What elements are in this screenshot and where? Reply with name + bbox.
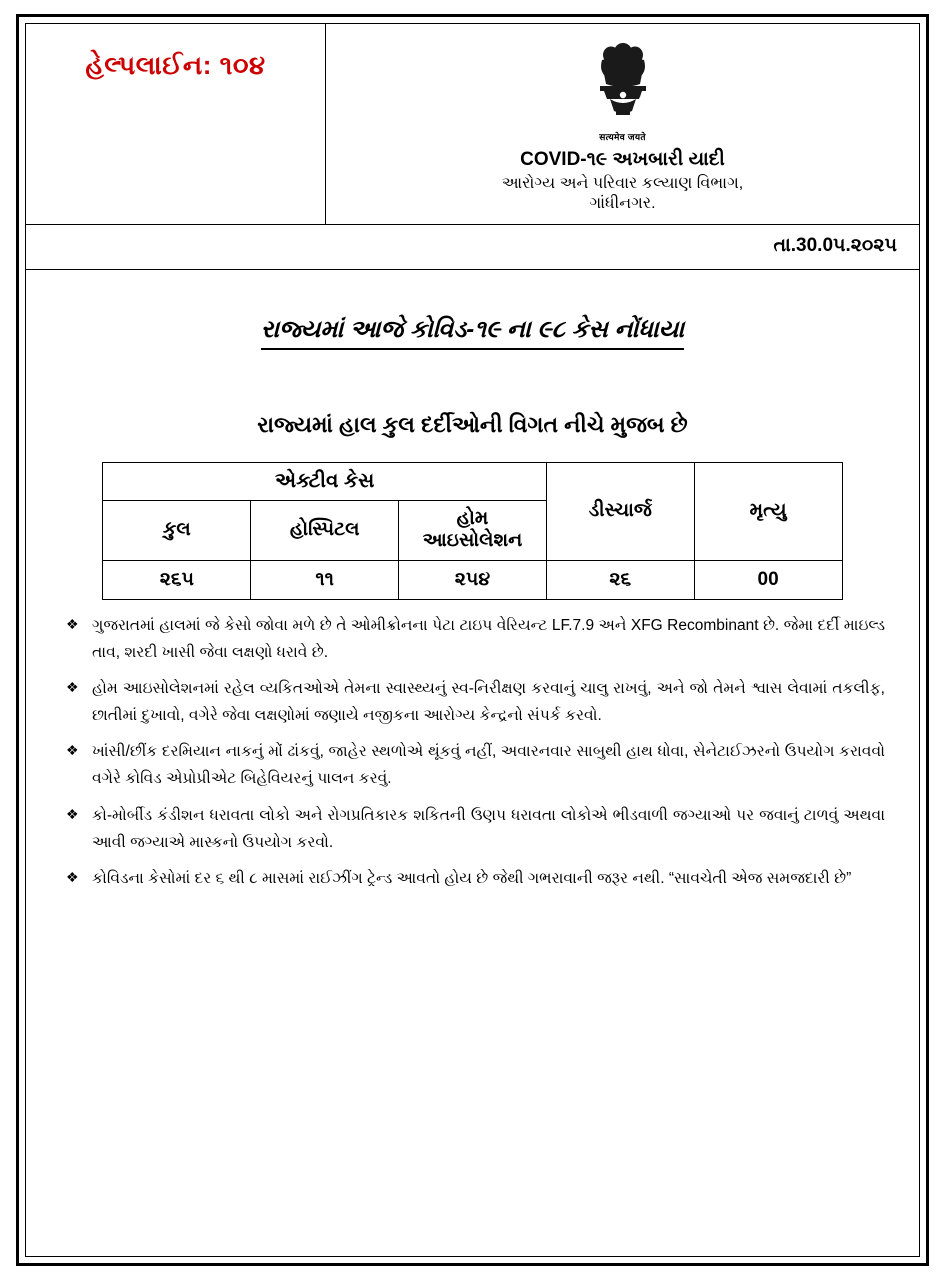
bullet-icon: ❖ xyxy=(66,615,79,632)
inner-border xyxy=(25,23,920,1257)
home-isolation-line-1: હોમ xyxy=(456,508,489,529)
column-header-total: કુલ xyxy=(103,501,251,561)
helpline-text: હેલ્પલાઈન: ૧૦૪ xyxy=(85,50,266,80)
value-home-isolation: ૨૫૪ xyxy=(399,560,547,599)
document-title: COVID-૧૯ અખબારી યાદી xyxy=(520,149,725,170)
note-text: ગુજરાતમાં હાલમાં જે કેસો જોવા મળે છે તે ઓમીક્રોનના પેટા ટાઇપ વેરિયન્ટ LF.7.9 અને XFG Recombinant છે. જેમા દર્દી માઇલ્ડ તાવ, શરદી ખાસી જેવા લક્ષણો ધરાવે છે. xyxy=(92,616,885,661)
active-cases-group-header: એક્ટીવ કેસ xyxy=(103,463,546,501)
department-line-1: આરોગ્ય અને પરિવાર કલ્યાણ વિભાગ, xyxy=(501,175,744,192)
value-discharge: ૨૬ xyxy=(546,560,694,599)
helpline-box xyxy=(26,24,326,224)
emblem-motto: सत्यमेव जयते xyxy=(599,132,646,142)
notes-list xyxy=(52,612,893,892)
note-text: હોમ આઇસોલેશનમાં રહેલ વ્યકિતઓએ તેમના સ્વાસ્થ્યનું સ્વ-નિરીક્ષણ કરવાનું ચાલુ રાખવું, અને જો તેમને શ્વાસ લેવામાં તકલીફ, છાતીમાં દુખાવો, વગેરે જેવા લક્ષણોમાં જણાયે નજીકના આરોગ્ય કેન્દ્રનો સંપર્ક કરવો. xyxy=(92,680,885,725)
value-total: ૨૬૫ xyxy=(103,560,251,599)
note-text: કો-મોર્બીડ કંડીશન ધરાવતા લોકો અને રોગપ્રતિકારક શકિતની ઉણપ ધરાવતા લોકોએ ભીડવાળી જગ્યાઓ પર જવાનું ટાળવું અથવા આવી જગ્યાએ માસ્કનો ઉપયોગ કરવો. xyxy=(92,806,885,851)
bullet-icon: ❖ xyxy=(66,742,79,759)
home-isolation-line-2: આઇસોલેશન xyxy=(422,530,523,552)
column-header-home-isolation xyxy=(399,501,547,561)
note-text: કોવિડના કેસોમાં દર ૬ થી ૮ માસમાં રાઈઝીંગ ટ્રેન્ડ આવતો હોય છે જેથી ગભરાવાની જરૂર નથી. “સાવચેતી એજ સમજદારી છે” xyxy=(92,869,852,887)
headline-wrapper xyxy=(52,270,893,350)
list-item xyxy=(66,675,885,729)
date-text: તા.30.0૫.૨૦૨૫ xyxy=(773,235,897,256)
table-value-row xyxy=(103,560,842,599)
headline: રાજ્યમાં આજે કોવિડ-૧૯ ના ૯૮ કેસ નોંધાયા xyxy=(261,316,684,350)
case-statistics-table xyxy=(102,462,842,600)
value-death: 00 xyxy=(694,560,842,599)
table-group-header-row xyxy=(103,463,842,501)
subheading: રાજ્યમાં હાલ કુલ દર્દીઓની વિગત નીચે મુજબ છે xyxy=(257,412,688,437)
header-identity xyxy=(326,24,919,224)
bullet-icon: ❖ xyxy=(66,679,79,696)
document-header xyxy=(26,24,919,225)
bullet-icon: ❖ xyxy=(66,868,79,885)
department-line-2: ગાંધીનગર. xyxy=(589,195,656,212)
column-header-death: મૃત્યુ xyxy=(694,463,842,561)
list-item xyxy=(66,738,885,792)
bullet-icon: ❖ xyxy=(66,805,79,822)
column-header-hospital: હોસ્પિટલ xyxy=(251,501,399,561)
outer-border xyxy=(16,14,929,1266)
value-hospital: ૧૧ xyxy=(251,560,399,599)
column-header-discharge: ડીસ્ચાર્જ xyxy=(546,463,694,561)
list-item xyxy=(66,802,885,856)
document-content xyxy=(26,270,919,1256)
date-row xyxy=(26,225,919,270)
note-text: ખાંસી/છીંક દરમિયાન નાકનું મોં ઢાંકવું, જાહેર સ્થળોએ થૂંકવું નહીં, અવારનવાર સાબુથી હાથ ધોવા, સેનેટાઈઝરનો ઉપયોગ કરાવવો વગેરે કોવિડ એપ્રોપ્રીએટ બિહેવિયરનું પાલન કરવું. xyxy=(92,743,885,788)
list-item xyxy=(66,865,885,892)
national-emblem-icon xyxy=(592,38,654,134)
list-item xyxy=(66,612,885,666)
